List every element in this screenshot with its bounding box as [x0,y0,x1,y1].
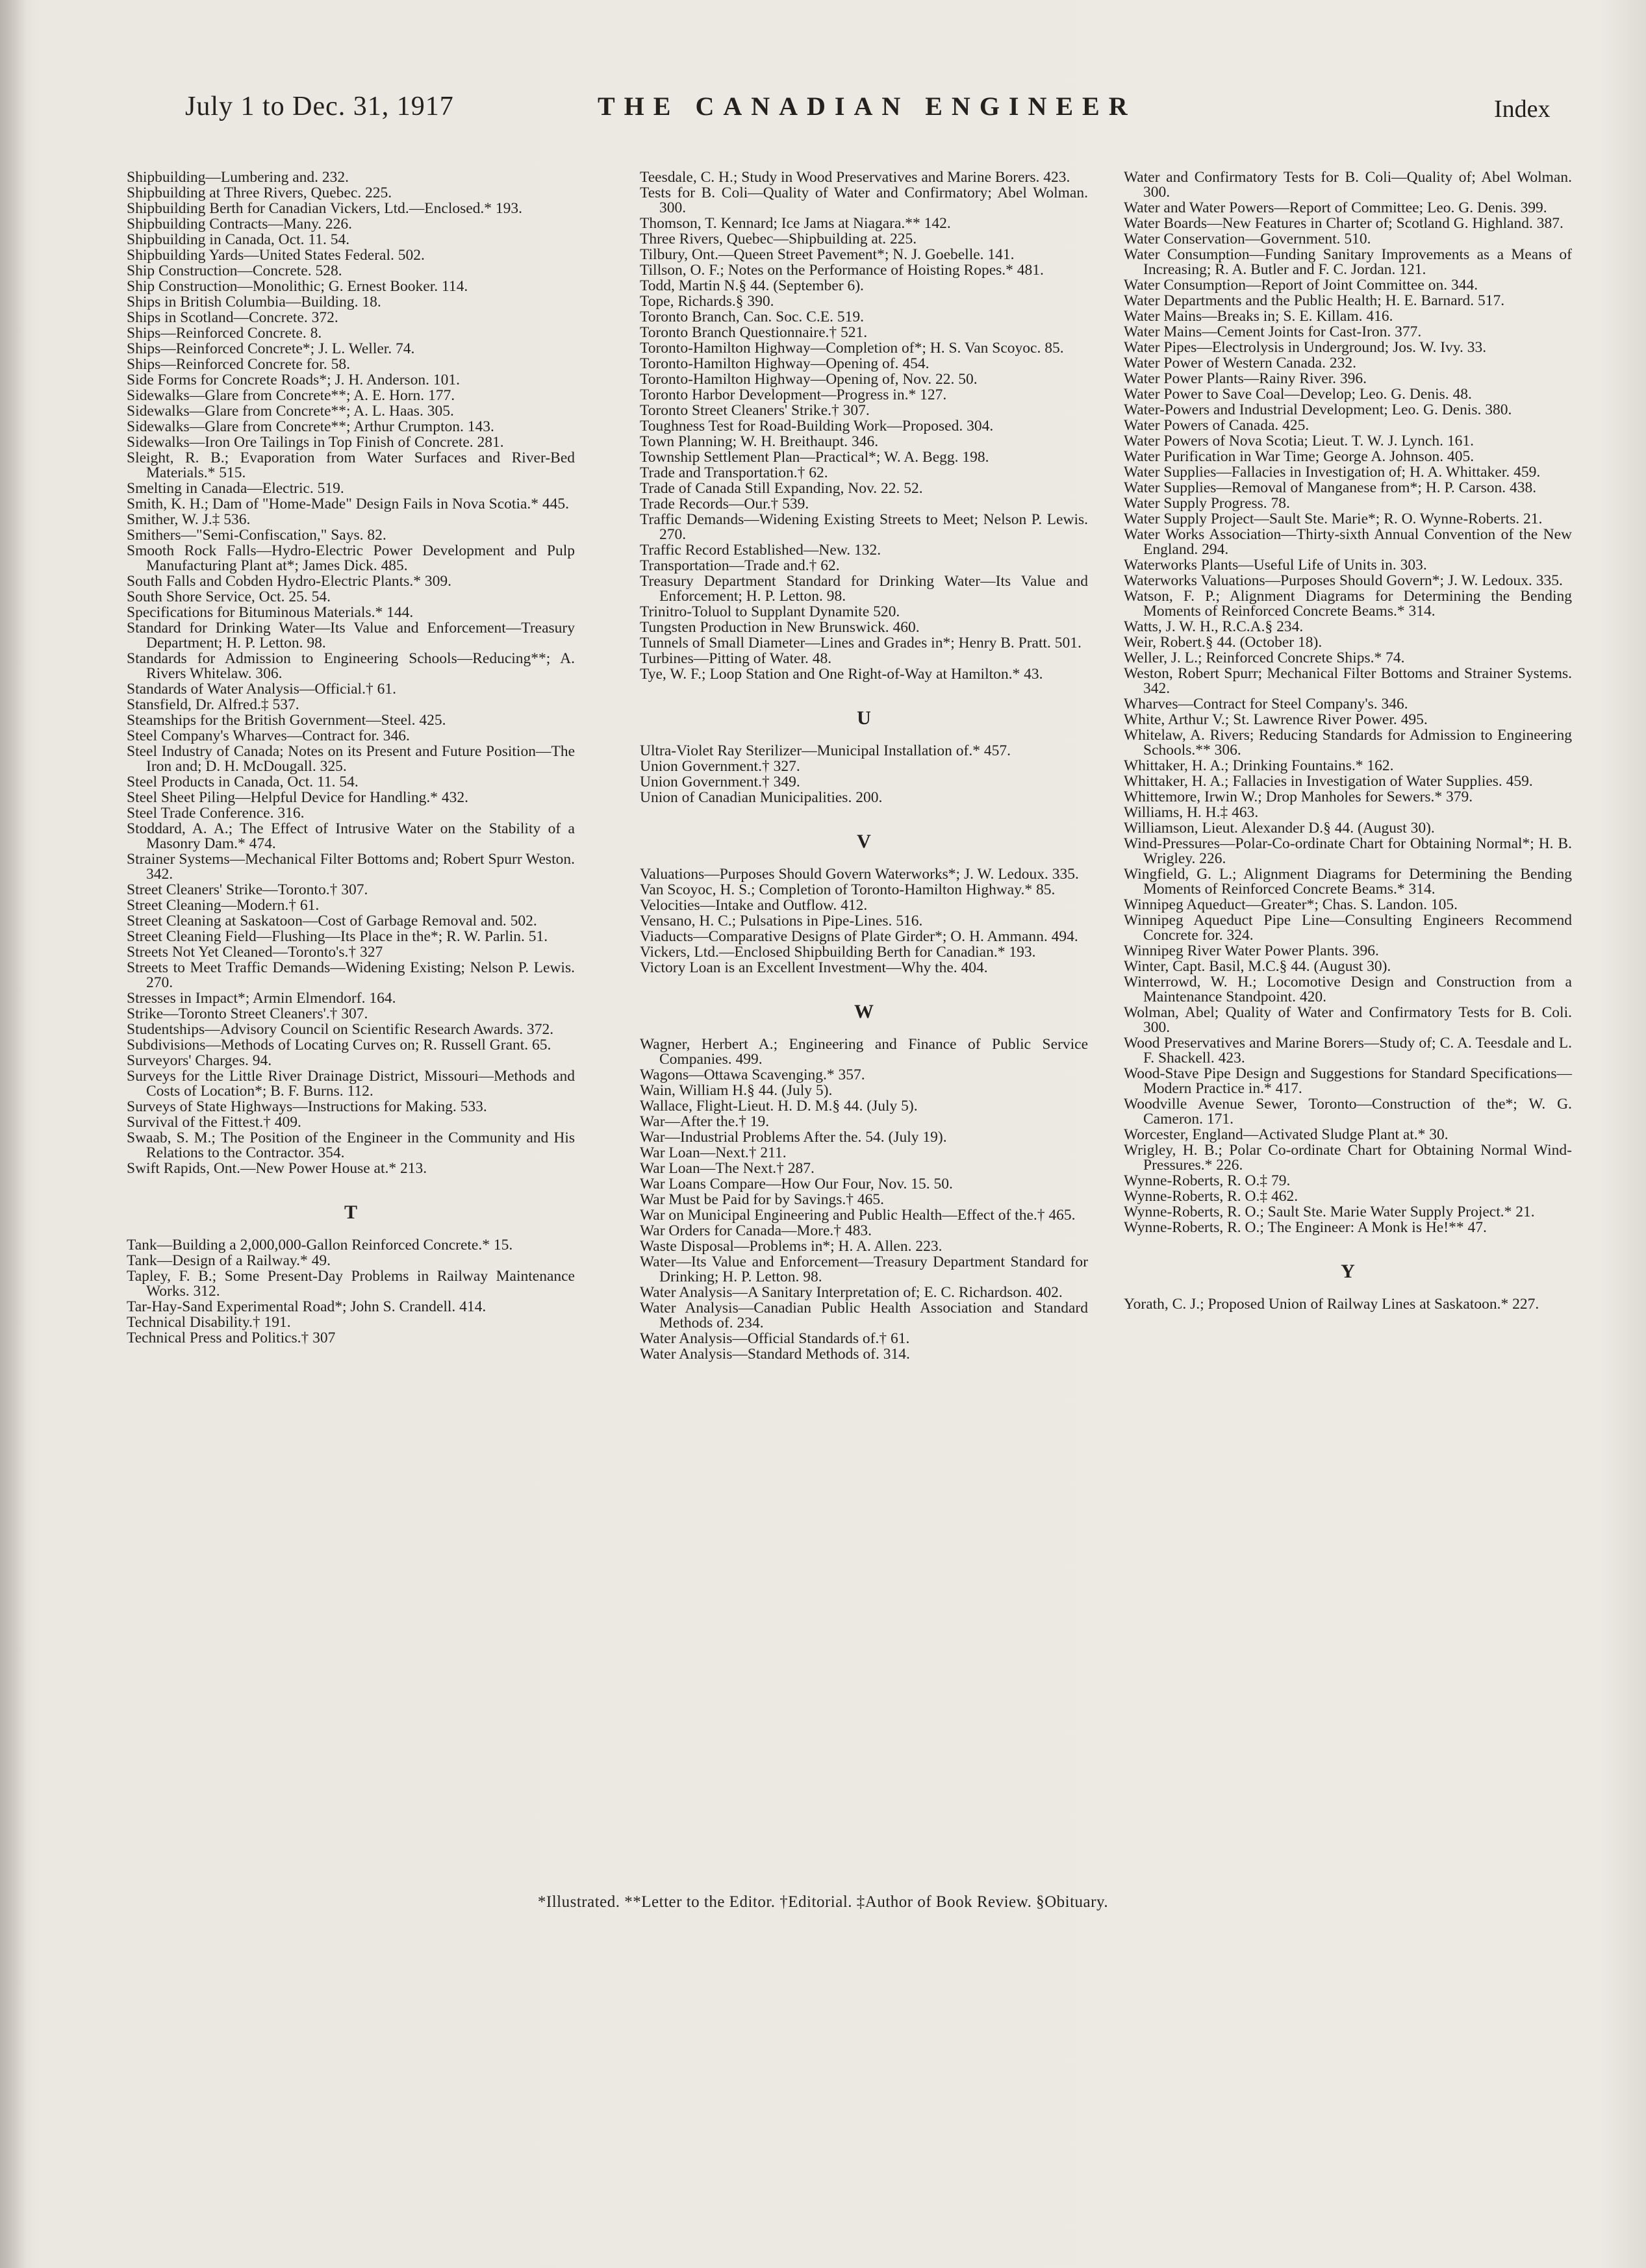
index-entry: Toughness Test for Road-Building Work—Proposed. 304. [640,418,994,435]
index-entry: Wain, William H.§ 44. (July 5). [640,1082,833,1099]
index-entry: Ships—Reinforced Concrete. 8. [127,325,322,342]
index-entry: Water Supply Progress. 78. [1124,495,1290,512]
index-entry: Street Cleaning—Modern.† 61. [127,897,320,914]
index-entry: Ships—Reinforced Concrete for. 58. [127,356,350,373]
index-entry: Water Power Plants—Rainy River. 396. [1124,370,1367,387]
index-entry: Tapley, F. B.; Some Present-Day Problems in Railway Maintenance Works. 312. [127,1268,575,1300]
index-entry: Strainer Systems—Mechanical Filter Bottoms and; Robert Spurr Weston. 342. [127,851,575,883]
section-letter: W [854,1001,874,1022]
page-header [0,91,1646,136]
index-entry: War Loan—The Next.† 287. [640,1160,815,1177]
index-entry: Ships—Reinforced Concrete*; J. L. Weller. 74. [127,340,415,357]
index-entry: Victory Loan is an Excellent Investment—Why the. 404. [640,959,988,976]
index-entry: Weller, J. L.; Reinforced Concrete Ships.* 74. [1124,649,1405,666]
index-entry: Town Planning; W. H. Breithaupt. 346. [640,433,879,450]
index-entry: Vickers, Ltd.—Enclosed Shipbuilding Berth for Canadian.* 193. [640,944,1036,961]
index-entry: Standards for Admission to Engineering Schools—Reducing**; A. Rivers Whitelaw. 306. [127,650,575,682]
index-entry: Van Scoyoc, H. S.; Completion of Toronto-Hamilton Highway.* 85. [640,881,1056,898]
index-entry: Waterworks Valuations—Purposes Should Govern*; J. W. Ledoux. 335. [1124,572,1563,589]
index-entry: Smither, W. J.‡ 536. [127,511,251,528]
index-entry: Toronto-Hamilton Highway—Completion of*; H. S. Van Scoyoc. 85. [640,340,1064,357]
index-entry: War on Municipal Engineering and Public Health—Effect of the.† 465. [640,1207,1076,1224]
index-entry: Steel Industry of Canada; Notes on its Present and Future Position—The Iron and; D. H. McDougall. 325. [127,743,575,775]
index-entry: Turbines—Pitting of Water. 48. [640,650,832,667]
index-entry: Water Powers of Nova Scotia; Lieut. T. W. J. Lynch. 161. [1124,433,1474,449]
index-entry: Worcester, England—Activated Sludge Plant at.* 30. [1124,1126,1449,1143]
index-entry: Water Consumption—Report of Joint Committee on. 344. [1124,277,1478,294]
index-entry: Trade Records—Our.† 539. [640,496,809,512]
date-range: July 1 to Dec. 31, 1917 [185,92,454,121]
index-entry: Technical Disability.† 191. [127,1314,291,1331]
index-entry: Surveys of State Highways—Instructions for Making. 533. [127,1098,487,1115]
index-entry: Trade and Transportation.† 62. [640,464,828,481]
index-entry: Steel Sheet Piling—Helpful Device for Handling.* 432. [127,789,469,806]
index-entry: Wynne-Roberts, R. O.‡ 462. [1124,1188,1298,1205]
index-entry: Weir, Robert.§ 44. (October 18). [1124,634,1323,651]
index-entry: Water Pipes—Electrolysis in Underground; Jos. W. Ivy. 33. [1124,339,1487,356]
index-entry: Shipbuilding Yards—United States Federal. 502. [127,247,425,264]
index-entry: Toronto Street Cleaners' Strike.† 307. [640,402,870,419]
index-entry: Water Boards—New Features in Charter of; Scotland G. Highland. 387. [1124,215,1564,232]
index-entry: Wagons—Ottawa Scavenging.* 357. [640,1066,865,1083]
index-entry: Wood Preservatives and Marine Borers—Study of; C. A. Teesdale and L. F. Shackell. 423. [1124,1035,1572,1066]
index-entry: Toronto Harbor Development—Progress in.* 127. [640,386,947,403]
index-entry: Ultra-Violet Ray Sterilizer—Municipal Installation of.* 457. [640,742,1011,759]
index-entry: Street Cleaning at Saskatoon—Cost of Garbage Removal and. 502. [127,913,537,929]
index-entry: Trinitro-Toluol to Supplant Dynamite 520. [640,603,900,620]
index-entry: Water-Powers and Industrial Development; Leo. G. Denis. 380. [1124,401,1512,418]
index-entry: Woodville Avenue Sewer, Toronto—Construction of the*; W. G. Cameron. 171. [1124,1096,1572,1128]
index-entry: Steel Products in Canada, Oct. 11. 54. [127,774,359,790]
index-entry: Ship Construction—Monolithic; G. Ernest Booker. 114. [127,278,468,295]
index-column-1 [127,170,575,1346]
index-entry: Specifications for Bituminous Materials.* 144. [127,604,414,621]
index-entry: Stansfield, Dr. Alfred.‡ 537. [127,696,299,713]
index-entry: Swift Rapids, Ont.—New Power House at.* 213. [127,1160,427,1177]
index-entry: Water Purification in War Time; George A. Johnson. 405. [1124,448,1475,465]
index-entry: Ships in Scotland—Concrete. 372. [127,309,338,326]
index-entry: Whittemore, Irwin W.; Drop Manholes for Sewers.* 379. [1124,788,1473,805]
index-entry: War Must be Paid for by Savings.† 465. [640,1191,885,1208]
index-entry: Water Mains—Breaks in; S. E. Killam. 416. [1124,308,1393,325]
index-entry: Sidewalks—Glare from Concrete**; A. E. Horn. 177. [127,387,455,404]
index-entry: Water—Its Value and Enforcement—Treasury Department Standard for Drinking; H. P. Letton. 98. [640,1254,1088,1285]
index-entry: Sidewalks—Glare from Concrete**; Arthur Crumpton. 143. [127,418,494,435]
index-entry: Standard for Drinking Water—Its Value and Enforcement—Treasury Department; H. P. Letton. 98. [127,620,575,651]
index-entry: Wallace, Flight-Lieut. H. D. M.§ 44. (July 5). [640,1098,918,1115]
index-entry: Township Settlement Plan—Practical*; W. A. Begg. 198. [640,449,989,466]
index-entry: Winter, Capt. Basil, M.C.§ 44. (August 30). [1124,958,1391,975]
index-entry: Williamson, Lieut. Alexander D.§ 44. (August 30). [1124,820,1435,837]
index-entry: Whittaker, H. A.; Drinking Fountains.* 162. [1124,757,1394,774]
index-entry: Water Mains—Cement Joints for Cast-Iron. 377. [1124,323,1422,340]
index-entry: Water and Confirmatory Tests for B. Coli—Quality of; Abel Wolman. 300. [1124,169,1572,201]
index-entry: South Falls and Cobden Hydro-Electric Plants.* 309. [127,573,451,590]
index-entry: Water Conservation—Government. 510. [1124,231,1371,247]
index-entry: Treasury Department Standard for Drinking Water—Its Value and Enforcement; H. P. Letton. 98. [640,573,1088,605]
index-entry: Water and Water Powers—Report of Committee; Leo. G. Denis. 399. [1124,199,1547,216]
index-entry: Sidewalks—Iron Ore Tailings in Top Finish of Concrete. 281. [127,434,504,451]
index-entry: Yorath, C. J.; Proposed Union of Railway Lines at Saskatoon.* 227. [1124,1296,1539,1313]
index-entry: Water Powers of Canada. 425. [1124,417,1310,434]
index-entry: Whittaker, H. A.; Fallacies in Investigation of Water Supplies. 459. [1124,773,1533,790]
index-entry: Winnipeg Aqueduct Pipe Line—Consulting Engineers Recommend Concrete for. 324. [1124,912,1572,944]
index-entry: Steel Trade Conference. 316. [127,805,305,822]
index-entry: Tungsten Production in New Brunswick. 460. [640,619,920,636]
index-entry: Wind-Pressures—Polar-Co-ordinate Chart for Obtaining Normal*; H. B. Wrigley. 226. [1124,835,1572,867]
index-entry: Wynne-Roberts, R. O.; Sault Ste. Marie Water Supply Project.* 21. [1124,1203,1535,1220]
index-entry: Thomson, T. Kennard; Ice Jams at Niagara.** 142. [640,215,951,232]
index-entry: Street Cleaners' Strike—Toronto.† 307. [127,881,368,898]
index-entry: Vensano, H. C.; Pulsations in Pipe-Lines. 516. [640,913,923,929]
index-entry: Wingfield, G. L.; Alignment Diagrams for Determining the Bending Moments of Reinforced Concrete Beams.* 314. [1124,866,1572,898]
index-entry: Standards of Water Analysis—Official.† 61. [127,681,396,698]
index-entry: Whitelaw, A. Rivers; Reducing Standards for Admission to Engineering Schools.** 306. [1124,727,1572,759]
index-entry: Sleight, R. B.; Evaporation from Water Surfaces and River-Bed Materials.* 515. [127,449,575,481]
index-entry: War—After the.† 19. [640,1113,770,1130]
index-entry: Water Analysis—A Sanitary Interpretation of; E. C. Richardson. 402. [640,1284,1063,1301]
index-entry: Waterworks Plants—Useful Life of Units in. 303. [1124,557,1427,573]
index-entry: Strike—Toronto Street Cleaners'.† 307. [127,1005,368,1022]
index-entry: Street Cleaning Field—Flushing—Its Place in the*; R. W. Parlin. 51. [127,928,548,945]
index-entry: Tunnels of Small Diameter—Lines and Grades in*; Henry B. Pratt. 501. [640,635,1082,651]
index-entry: Ship Construction—Concrete. 528. [127,262,342,279]
journal-title: THE CANADIAN ENGINEER [598,92,1137,121]
index-entry: Ships in British Columbia—Building. 18. [127,294,381,310]
index-entry: Smelting in Canada—Electric. 519. [127,480,344,497]
index-entry: Union Government.† 349. [640,774,800,790]
index-entry: Shipbuilding Contracts—Many. 226. [127,216,353,233]
index-entry: Side Forms for Concrete Roads*; J. H. Anderson. 101. [127,372,461,388]
index-entry: Water Consumption—Funding Sanitary Improvements as a Means of Increasing; R. A. Butler and F. C. Jordan. 121. [1124,246,1572,278]
index-entry: Shipbuilding in Canada, Oct. 11. 54. [127,231,350,248]
index-entry: Streets Not Yet Cleaned—Toronto's.† 327 [127,944,383,961]
index-entry: Velocities—Intake and Outflow. 412. [640,897,868,914]
index-entry: Stoddard, A. A.; The Effect of Intrusive Water on the Stability of a Masonry Dam.* 474. [127,820,575,852]
index-entry: War Orders for Canada—More.† 483. [640,1222,872,1239]
index-entry: Waste Disposal—Problems in*; H. A. Allen. 223. [640,1238,943,1255]
section-label: Index [1494,95,1551,123]
section-letter: Y [1341,1261,1355,1282]
section-letter: U [857,707,871,729]
index-entry: Water Analysis—Canadian Public Health Association and Standard Methods of. 234. [640,1300,1088,1331]
index-entry: Wolman, Abel; Quality of Water and Confirmatory Tests for B. Coli. 300. [1124,1004,1572,1036]
index-entry: Water Power to Save Coal—Develop; Leo. G. Denis. 48. [1124,386,1472,403]
index-entry: Weston, Robert Spurr; Mechanical Filter Bottoms and Strainer Systems. 342. [1124,665,1572,697]
index-entry: Watts, J. W. H., R.C.A.§ 234. [1124,618,1304,635]
index-entry: Smithers—"Semi-Confiscation," Says. 82. [127,527,386,544]
index-entry: Subdivisions—Methods of Locating Curves on; R. Russell Grant. 65. [127,1037,551,1053]
index-entry: Teesdale, C. H.; Study in Wood Preservatives and Marine Borers. 423. [640,169,1070,186]
index-entry: Todd, Martin N.§ 44. (September 6). [640,277,864,294]
binding-shadow [0,0,26,2268]
index-entry: Surveys for the Little River Drainage District, Missouri—Methods and Costs of Location*; B. F. Burns. 112. [127,1068,575,1100]
index-entry: Williams, H. H.‡ 463. [1124,804,1259,821]
index-entry: Shipbuilding—Lumbering and. 232. [127,169,349,186]
index-entry: Water Analysis—Standard Methods of. 314. [640,1346,910,1363]
index-entry: Water Supplies—Removal of Manganese from*; H. P. Carson. 438. [1124,479,1537,496]
index-entry: Streets to Meet Traffic Demands—Widening Existing; Nelson P. Lewis. 270. [127,959,575,991]
index-entry: Tye, W. F.; Loop Station and One Right-of-Way at Hamilton.* 43. [640,666,1043,683]
index-entry: Toronto Branch Questionnaire.† 521. [640,324,868,341]
index-entry: Tope, Richards.§ 390. [640,293,774,310]
index-entry: Three Rivers, Quebec—Shipbuilding at. 225. [640,231,917,247]
index-entry: Stresses in Impact*; Armin Elmendorf. 164. [127,990,396,1007]
index-entry: Water Analysis—Official Standards of.† 61. [640,1330,910,1347]
index-entry: Winnipeg River Water Power Plants. 396. [1124,942,1379,959]
index-entry: Traffic Demands—Widening Existing Streets to Meet; Nelson P. Lewis. 270. [640,511,1088,543]
index-entry: Wood-Stave Pipe Design and Suggestions for Standard Specifications—Modern Practice in.* 417. [1124,1065,1572,1097]
legend-footnote: *Illustrated. **Letter to the Editor. †Editorial. ‡Author of Book Review. §Obituary. [537,1893,1109,1911]
index-entry: Watson, F. P.; Alignment Diagrams for Determining the Bending Moments of Reinforced Concrete Beams.* 314. [1124,588,1572,620]
index-entry: Wynne-Roberts, R. O.; The Engineer: A Monk is He!** 47. [1124,1219,1487,1236]
index-entry: Water Power of Western Canada. 232. [1124,355,1356,372]
index-entry: Smooth Rock Falls—Hydro-Electric Power Development and Pulp Manufacturing Plant at*; James Dick. 485. [127,542,575,574]
index-entry: Tank—Design of a Railway.* 49. [127,1252,331,1269]
index-entry: Transportation—Trade and.† 62. [640,557,840,574]
index-entry: Valuations—Purposes Should Govern Waterworks*; J. W. Ledoux. 335. [640,866,1079,883]
index-entry: Technical Press and Politics.† 307 [127,1329,336,1346]
index-entry: Tank—Building a 2,000,000-Gallon Reinforced Concrete.* 15. [127,1237,513,1254]
index-entry: Toronto Branch, Can. Soc. C.E. 519. [640,309,864,325]
index-entry: Smith, K. H.; Dam of "Home-Made" Design Fails in Nova Scotia.* 445. [127,496,570,512]
index-entry: Winterrowd, W. H.; Locomotive Design and Construction from a Maintenance Standpoint. 420. [1124,974,1572,1005]
index-column-2 [640,170,1088,1363]
index-entry: Traffic Record Established—New. 132. [640,542,881,559]
index-entry: Sidewalks—Glare from Concrete**; A. L. Haas. 305. [127,403,454,420]
index-entry: Water Supply Project—Sault Ste. Marie*; R. O. Wynne-Roberts. 21. [1124,510,1543,527]
index-entry: War—Industrial Problems After the. 54. (July 19). [640,1129,947,1146]
section-letter: V [857,831,871,852]
index-entry: Tillson, O. F.; Notes on the Performance of Hoisting Ropes.* 481. [640,262,1044,279]
index-entry: Wharves—Contract for Steel Company's. 346. [1124,696,1408,712]
index-entry: Studentships—Advisory Council on Scientific Research Awards. 372. [127,1021,554,1038]
index-column-3 [1124,170,1572,1313]
index-entry: White, Arthur V.; St. Lawrence River Power. 495. [1124,711,1428,728]
index-entry: Water Works Association—Thirty-sixth Annual Convention of the New England. 294. [1124,526,1572,558]
index-entry: Trade of Canada Still Expanding, Nov. 22. 52. [640,480,923,497]
index-entry: Wagner, Herbert A.; Engineering and Finance of Public Service Companies. 499. [640,1036,1088,1068]
index-entry: Survival of the Fittest.† 409. [127,1114,301,1131]
index-entry: Water Supplies—Fallacies in Investigation of; H. A. Whittaker. 459. [1124,464,1541,481]
index-entry: Tilbury, Ont.—Queen Street Pavement*; N. J. Goebelle. 141. [640,246,1015,263]
index-entry: Tar-Hay-Sand Experimental Road*; John S. Crandell. 414. [127,1298,487,1315]
index-entry: Steel Company's Wharves—Contract for. 346. [127,727,410,744]
index-entry: Union Government.† 327. [640,758,800,775]
index-entry: Winnipeg Aqueduct—Greater*; Chas. S. Landon. 105. [1124,896,1458,913]
index-entry: South Shore Service, Oct. 25. 54. [127,588,331,605]
index-entry: Union of Canadian Municipalities. 200. [640,789,883,806]
index-entry: Steamships for the British Government—Steel. 425. [127,712,446,729]
index-entry: Surveyors' Charges. 94. [127,1052,272,1069]
section-letter: T [344,1202,357,1223]
index-entry: War Loan—Next.† 211. [640,1144,787,1161]
index-entry: Tests for B. Coli—Quality of Water and Confirmatory; Abel Wolman. 300. [640,184,1088,216]
index-entry: Shipbuilding Berth for Canadian Vickers, Ltd.—Enclosed.* 193. [127,200,523,217]
index-entry: Shipbuilding at Three Rivers, Quebec. 225. [127,184,392,201]
index-entry: Toronto-Hamilton Highway—Opening of, Nov. 22. 50. [640,371,978,388]
index-entry: Wynne-Roberts, R. O.‡ 79. [1124,1172,1291,1189]
index-entry: Water Departments and the Public Health; H. E. Barnard. 517. [1124,292,1505,309]
index-entry: Toronto-Hamilton Highway—Opening of. 454. [640,355,930,372]
index-entry: Wrigley, H. B.; Polar Co-ordinate Chart for Obtaining Normal Wind-Pressures.* 226. [1124,1142,1572,1174]
index-entry: Swaab, S. M.; The Position of the Engineer in the Community and His Relations to the Contractor. 354. [127,1129,575,1161]
index-entry: Viaducts—Comparative Designs of Plate Girder*; O. H. Ammann. 494. [640,928,1078,945]
index-entry: War Loans Compare—How Our Four, Nov. 15. 50. [640,1176,953,1192]
